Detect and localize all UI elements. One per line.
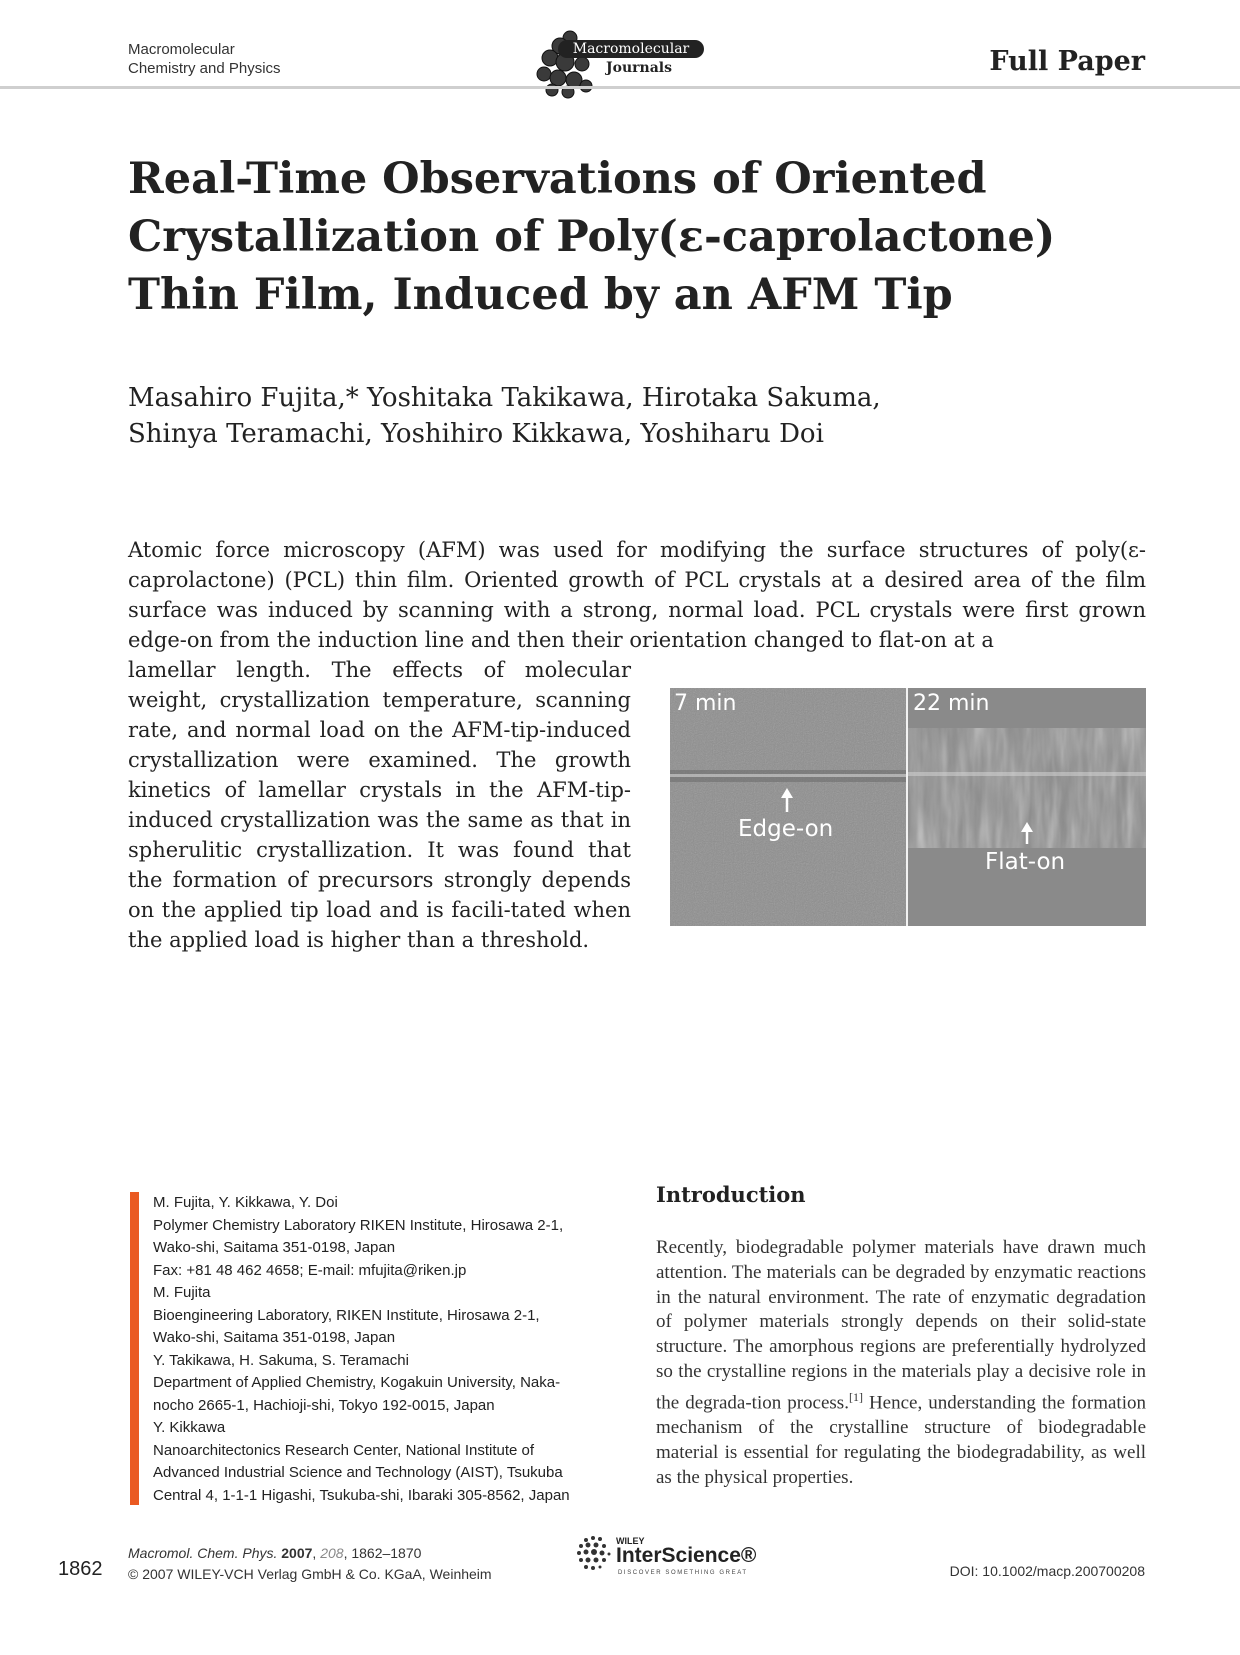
citation-reference[interactable]: [1]: [848, 1389, 863, 1404]
affiliation-block: [153, 1192, 613, 1507]
affiliation-contact: Fax: +81 48 462 4658; E-mail: mfujita@riken.jp: [153, 1261, 467, 1279]
abstract-top: Atomic force microscopy (AFM) was used for modifying the surface structures of poly(ε-caprolactone) (PCL) thin film. Oriented growth of PCL crystals at a desired area of the film surface was induced by scanning with a strong, normal load. PCL crystals were first grown edge-on from the induction line and then their orientation changed to flat-on at a: [128, 538, 1146, 652]
section-heading-introduction: Introduction: [656, 1182, 806, 1207]
affiliation-line: Y. Kikkawa: [153, 1419, 226, 1436]
abstract-continued: lamellar length. The effects of molecular weight, crystallization temperature, scanning rate, and normal load on the AFM-tip-induced crystallization were examined. The growth kinetics of lamellar crystals in the AFM-tip-induced crystallization was the same as that in spherulitic crystallization. It was found that the formation of precursors strongly depends on the applied tip load and is facili-tated when the applied load is higher than a threshold.: [128, 658, 631, 952]
journal-abbreviation: Macromol. Chem. Phys.: [128, 1545, 278, 1561]
page-number: 1862: [58, 1558, 103, 1580]
citation-pages: , 1862–1870: [343, 1545, 422, 1561]
citation-volume: 208: [320, 1545, 344, 1561]
edge-on-label: Edge-on: [738, 816, 834, 842]
wiley-interscience-logo: [576, 1532, 756, 1582]
affiliation-line: Y. Takikawa, H. Sakuma, S. Teramachi: [153, 1351, 409, 1369]
affiliation-line: M. Fujita: [153, 1284, 211, 1301]
affiliation-line: Wako-shi, Saitama 351-0198, Japan: [153, 1239, 396, 1256]
authors-line1: Masahiro Fujita,* Yoshitaka Takikawa, Hirotaka Sakuma,: [128, 383, 881, 413]
affiliation-line: M. Fujita, Y. Kikkawa, Y. Doi: [153, 1194, 338, 1211]
affiliation-accent-bar: [130, 1192, 139, 1505]
citation-year: 2007: [281, 1545, 313, 1561]
molecule-icon: [530, 28, 608, 100]
affiliation-line: Bioengineering Laboratory, RIKEN Institute, Hirosawa 2-1,: [153, 1306, 540, 1324]
panel-divider: [906, 688, 908, 926]
publisher-brand: InterScience®: [616, 1544, 757, 1567]
header-divider: [0, 86, 1240, 89]
journal-name-line1: Macromolecular: [128, 41, 235, 58]
affiliation-line: Nanoarchitectonics Research Center, National Institute of: [153, 1441, 535, 1459]
globe-dots-icon: [576, 1534, 614, 1574]
publisher-small-label: WILEY: [616, 1536, 645, 1546]
affiliation-line: Wako-shi, Saitama 351-0198, Japan: [153, 1329, 396, 1346]
introduction-paragraph: [656, 1236, 1146, 1490]
macromolecular-journals-logo: [530, 24, 720, 104]
affiliation-line: Advanced Industrial Science and Technology (AIST), Tsukuba: [153, 1464, 563, 1481]
journal-name: [128, 40, 281, 78]
authors-line2: Shinya Teramachi, Yoshihiro Kikkawa, Yoshiharu Doi: [128, 419, 824, 449]
time-label-22min: 22 min: [913, 691, 990, 716]
time-label-7min: 7 min: [674, 691, 737, 716]
paper-type-label: Full Paper: [989, 46, 1145, 77]
author-list: [128, 380, 1088, 452]
logo-title: Macromolecular: [558, 40, 704, 58]
affiliation-line: Polymer Chemistry Laboratory RIKEN Institute, Hirosawa 2-1,: [153, 1216, 564, 1234]
doi-identifier[interactable]: DOI: 10.1002/macp.200700208: [949, 1563, 1145, 1579]
affiliation-line: Central 4, 1-1-1 Higashi, Tsukuba-shi, Ibaraki 305-8562, Japan: [153, 1486, 570, 1504]
intro-text-part1: Recently, biodegradable polymer materials have drawn much attention. The materials can be degraded by enzymatic reactions in the natural environment. The rate of enzymatic degradation of polymer materials strongly depends on their solid-state structure. The amorphous regions are preferentially hydrolyzed so the crystalline regions in the materials play a decisive role in the degrada-tion process.: [656, 1237, 1146, 1414]
article-title: Real-Time Observations of Oriented Crystallization of Poly(ε-caprolactone) Thin Film, Induced by an AFM Tip: [128, 154, 1056, 320]
copyright-notice: © 2007 WILEY-VCH Verlag GmbH & Co. KGaA, Weinheim: [128, 1566, 492, 1582]
logo-subtitle: Journals: [606, 60, 672, 76]
journal-name-line2: Chemistry and Physics: [128, 60, 281, 77]
graphical-abstract-figure: [670, 688, 1146, 926]
affiliation-line: nocho 2665-1, Hachioji-shi, Tokyo 192-0015, Japan: [153, 1396, 495, 1414]
intro-text-part2: Hence, understanding the formation mechanism of the crystalline structure of biodegradable material is essential for regulating the biodegradability, as well as the physical properties.: [656, 1392, 1146, 1488]
affiliation-line: Department of Applied Chemistry, Kogakuin University, Naka-: [153, 1374, 561, 1391]
journal-citation: Macromol. Chem. Phys. 2007, 208, 1862–1870 © 2007 WILEY-VCH Verlag GmbH & Co. KGaA, Weinheim: [128, 1543, 492, 1585]
publisher-tagline: DISCOVER SOMETHING GREAT: [618, 1570, 748, 1576]
flat-on-label: Flat-on: [985, 849, 1066, 875]
